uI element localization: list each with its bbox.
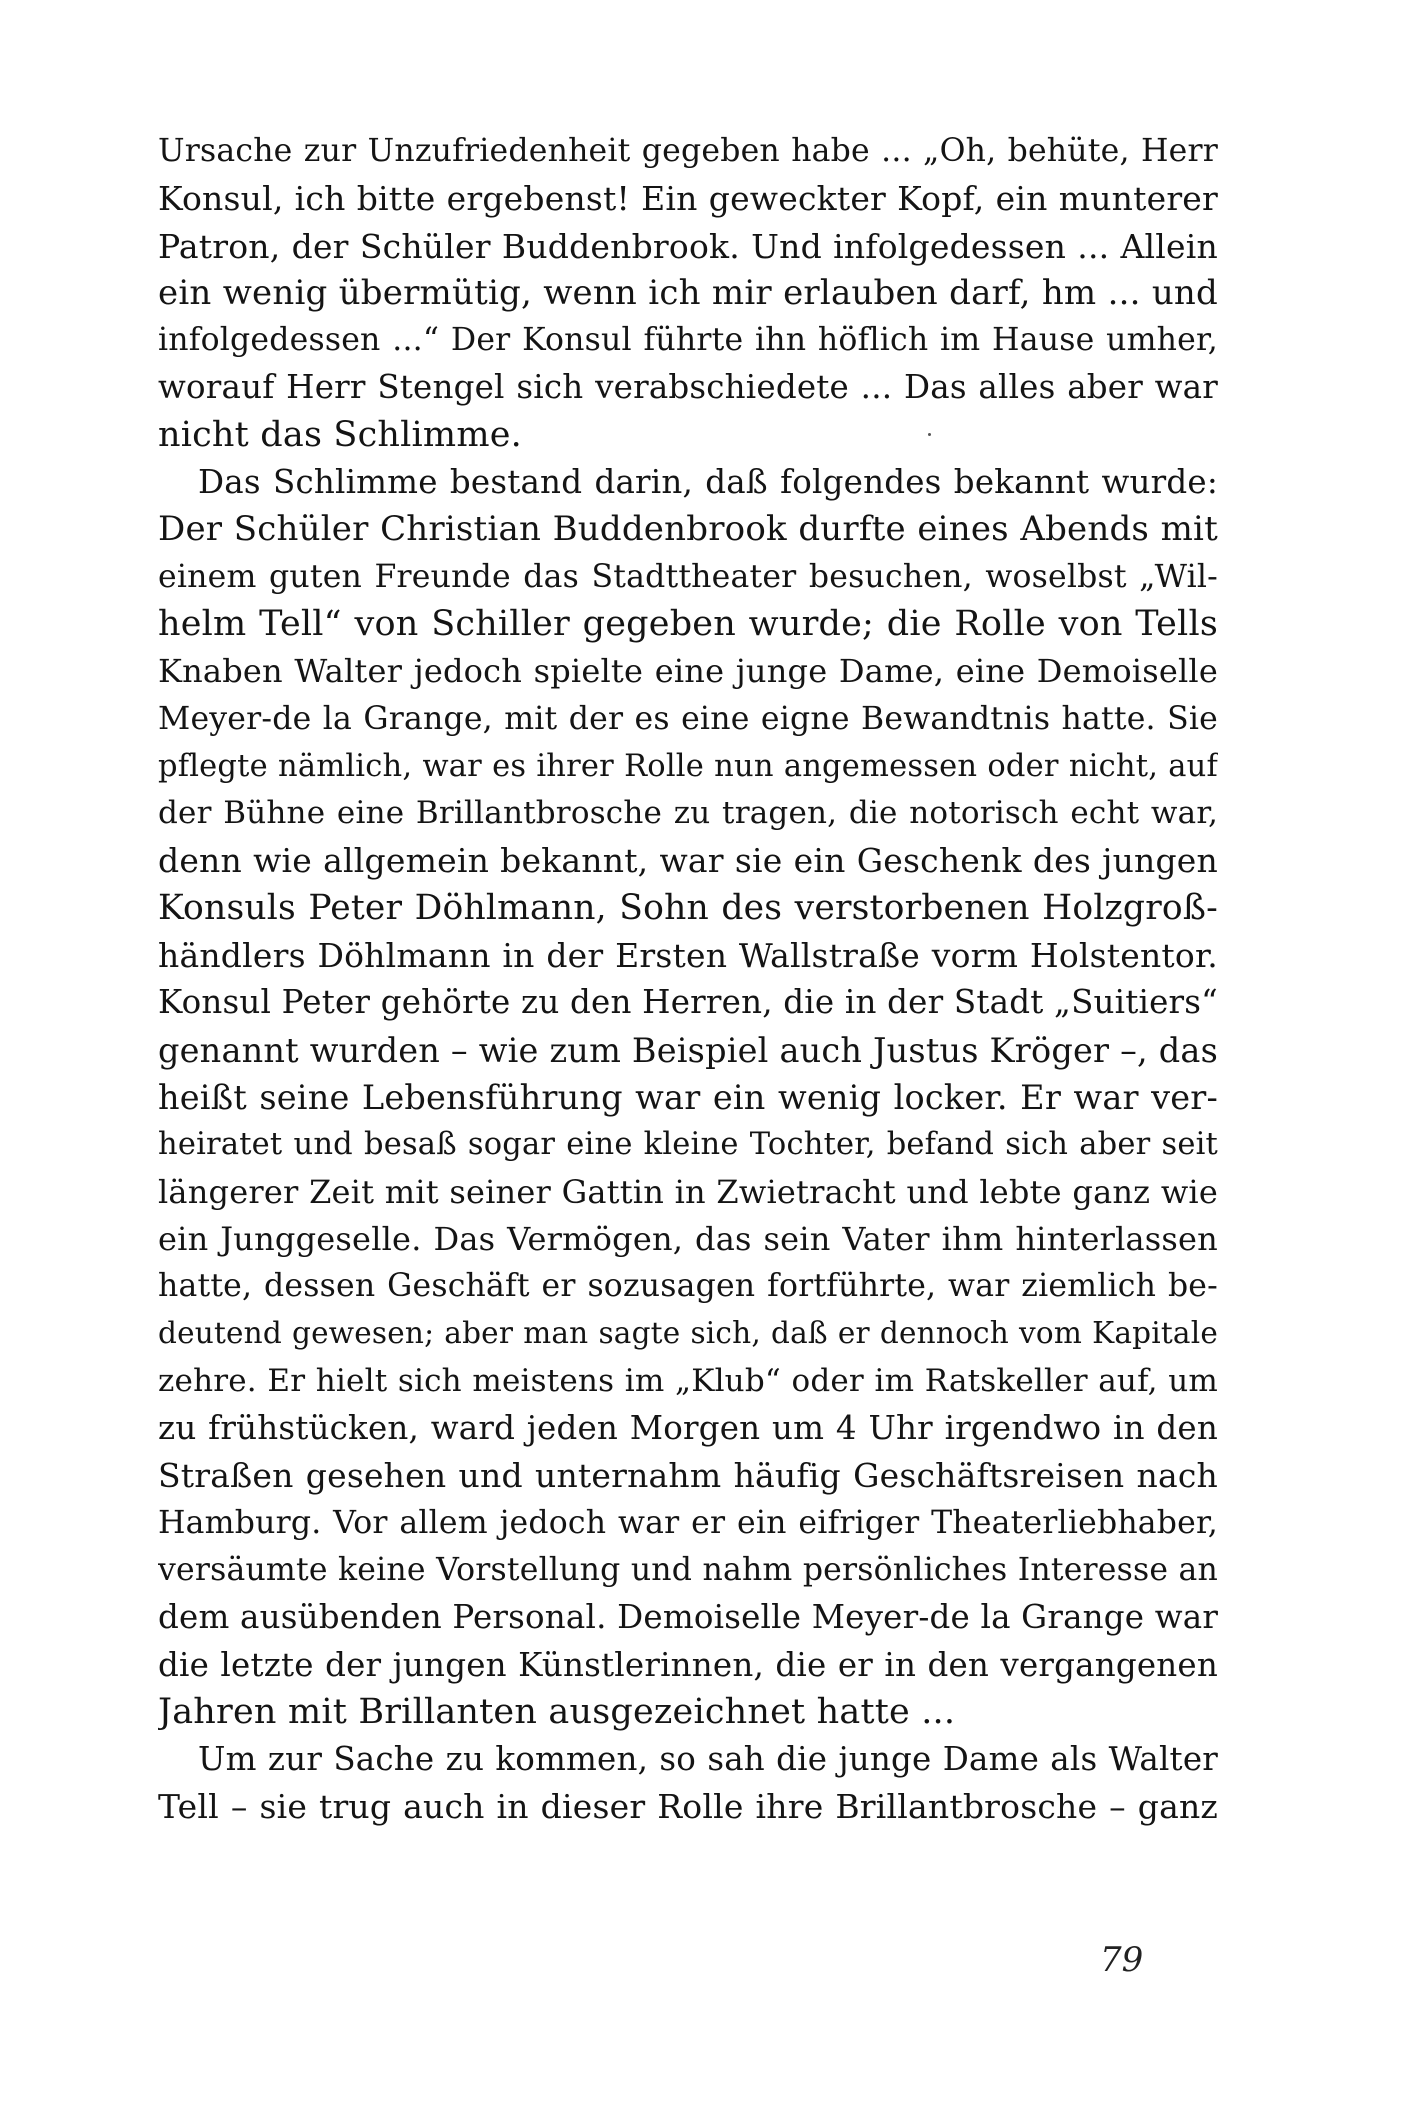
text-line: pflegte nämlich, war es ihrer Rolle nun angemessen oder nicht, auf bbox=[158, 748, 1218, 784]
page-number: 79 bbox=[1100, 1940, 1144, 1980]
text-line: dem ausübenden Personal. Demoiselle Meyer-de la Grange war bbox=[158, 1598, 1218, 1637]
text-line: Patron, der Schüler Buddenbrook. Und infolgedessen ... Allein bbox=[158, 226, 1218, 266]
body-text bbox=[158, 128, 1218, 1831]
text-line: heiratet und besaß sogar eine kleine Tochter, befand sich aber seit bbox=[158, 1127, 1218, 1163]
text-line: Konsul Peter gehörte zu den Herren, die in der Stadt „Suitiers“ bbox=[158, 983, 1218, 1022]
text-line: Ursache zur Unzufriedenheit gegeben habe ... „Oh, behüte, Herr bbox=[158, 133, 1218, 169]
text-line: die letzte der jungen Künstlerinnen, die er in den vergangenen bbox=[158, 1645, 1218, 1684]
text-line: denn wie allgemein bekannt, war sie ein Geschenk des jungen bbox=[158, 841, 1218, 881]
text-line: Der Schüler Christian Buddenbrook durfte eines Abends mit bbox=[158, 509, 1218, 550]
text-line: längerer Zeit mit seiner Gattin in Zwietracht und lebte ganz wie bbox=[158, 1172, 1218, 1211]
text-line: versäumte keine Vorstellung und nahm persönliches Interesse an bbox=[158, 1551, 1218, 1588]
text-line: helm Tell“ von Schiller gegeben wurde; die Rolle von Tells bbox=[158, 603, 1218, 644]
text-line: zu frühstücken, ward jeden Morgen um 4 Uhr irgendwo in den bbox=[158, 1409, 1218, 1448]
text-line: zehre. Er hielt sich meistens im „Klub“ oder im Ratskeller auf, um bbox=[158, 1362, 1218, 1399]
text-line: Jahren mit Brillanten ausgezeichnet hatte ... bbox=[158, 1691, 956, 1732]
text-line: ein Junggeselle. Das Vermögen, das sein Vater ihm hinterlassen bbox=[158, 1219, 1218, 1258]
text-line: heißt seine Lebensführung war ein wenig locker. Er war ver- bbox=[158, 1077, 1218, 1117]
text-line: Tell – sie trug auch in dieser Rolle ihre Brillantbrosche – ganz bbox=[158, 1787, 1218, 1827]
text-line: einem guten Freunde das Stadttheater besuchen, woselbst „Wil- bbox=[158, 558, 1218, 595]
text-line: hatte, dessen Geschäft er sozusagen fortführte, war ziemlich be- bbox=[158, 1268, 1218, 1305]
text-line: worauf Herr Stengel sich verabschiedete ... Das alles aber war bbox=[158, 368, 1218, 407]
text-line: nicht das Schlimme. bbox=[158, 414, 522, 455]
text-line: Knaben Walter jedoch spielte eine junge Dame, eine Demoiselle bbox=[158, 652, 1218, 691]
text-line: genannt wurden – wie zum Beispiel auch Justus Kröger –, das bbox=[158, 1030, 1218, 1070]
text-line: Meyer-de la Grange, mit der es eine eigne Bewandtnis hatte. Sie bbox=[158, 700, 1218, 737]
text-line: Um zur Sache zu kommen, so sah die junge Dame als Walter bbox=[198, 1740, 1218, 1779]
text-line: Das Schlimme bestand darin, daß folgendes bekannt wurde: bbox=[198, 463, 1218, 502]
text-line: infolgedessen ...“ Der Konsul führte ihn höflich im Hause umher, bbox=[158, 322, 1218, 359]
text-line: der Bühne eine Brillantbrosche zu tragen, die notorisch echt war, bbox=[158, 795, 1218, 832]
text-line: Konsul, ich bitte ergebenst! Ein geweckter Kopf, ein munterer bbox=[158, 179, 1218, 219]
text-line: deutend gewesen; aber man sagte sich, daß er dennoch vom Kapitale bbox=[158, 1316, 1218, 1351]
text-line: ein wenig übermütig, wenn ich mir erlauben darf, hm ... und bbox=[158, 272, 1218, 313]
text-line: Konsuls Peter Döhlmann, Sohn des verstorbenen Holzgroß- bbox=[158, 887, 1218, 928]
text-line: Straßen gesehen und unternahm häufig Geschäftsreisen nach bbox=[158, 1456, 1218, 1496]
text-line: händlers Döhlmann in der Ersten Wallstraße vorm Holstentor. bbox=[158, 936, 1218, 976]
paper-speck bbox=[928, 433, 931, 436]
text-line: Hamburg. Vor allem jedoch war er ein eifriger Theaterliebhaber, bbox=[158, 1504, 1218, 1541]
